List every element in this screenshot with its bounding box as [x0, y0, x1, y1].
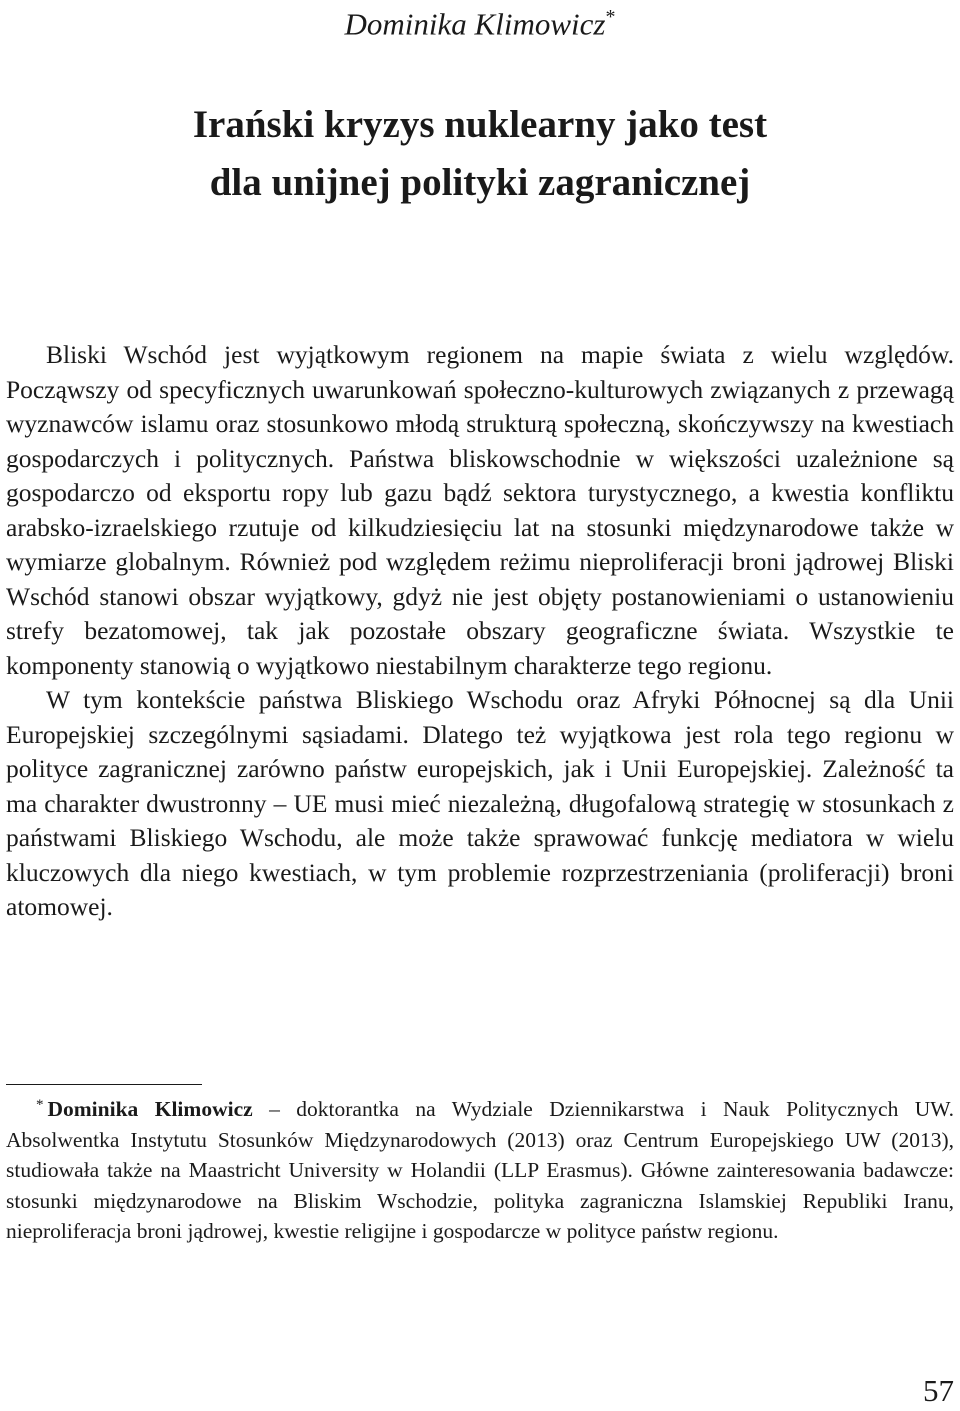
footnote-author-name: Dominika Klimowicz	[47, 1097, 253, 1121]
article-title-line-2: dla unijnej polityki zagranicznej	[209, 161, 751, 204]
article-title-line-1: Irański kryzys nuklearny jako test	[192, 103, 768, 146]
footnote-divider	[6, 1084, 202, 1085]
footnote-mark: *	[36, 1097, 44, 1113]
footnote-text: – doktorantka na Wydziale Dziennikarstwa i Nauk Politycznych UW. Absolwentka Instytutu Stosunków Międzynarodowych (2013) oraz Centrum Europejskiego UW (2013), studiowała także na Maastricht University w Holandii (LLP Erasmus). Główne zainteresowania badawcze: stosunki międzynarodowe na Bliskim Wschodzie, polityka zagraniczna Islamskiej Republiki Iranu, nieproliferacja broni jądrowej, kwestie religijne i gospodarcze w polityce państw regionu.	[6, 1097, 954, 1243]
article-title	[0, 96, 960, 212]
author-name-text: Dominika Klimowicz	[344, 6, 606, 42]
paragraph-1: Bliski Wschód jest wyjątkowym regionem na mapie świata z wielu względów. Począwszy od specyficznych uwarunkowań społeczno-kulturowych związanych z przewagą wyznawców islamu oraz stosunkowo młodą strukturą społeczną, skończywszy na kwestiach gospodarczych i politycznych. Państwa bliskowschodnie w większości uzależnione są gospodarczo od eksportu ropy lub gazu bądź sektora turystycznego, a kwestia konfliktu arabsko-izraelskiego rzutuje od kilkudziesięciu lat na stosunki międzynarodowe także w wymiarze globalnym. Również pod względem reżimu nieproliferacji broni jądrowej Bliski Wschód stanowi obszar wyjątkowy, gdyż nie jest objęty postanowieniami o ustanowieniu strefy bezatomowej, tak jak pozostałe obszary geograficzne świata. Wszystkie te komponenty stanowią o wyjątkowo niestabilnym charakterze tego regionu.	[6, 340, 954, 680]
footnote-paragraph	[6, 1090, 954, 1247]
article-body	[6, 338, 954, 925]
paragraph-2: W tym kontekście państwa Bliskiego Wschodu oraz Afryki Północnej są dla Unii Europejskiej szczególnymi sąsiadami. Dlatego też wyjątkowa jest rola tego regionu w polityce zagranicznej zarówno państw europejskich, jak i Unii Europejskiej. Zależność ta ma charakter dwustronny – UE musi mieć niezależną, długofalową strategię w stosunkach z państwami Bliskiego Wschodu, ale może także sprawować funkcję mediatora w wielu kluczowych dla niego kwestiach, w tym problemie rozprzestrzeniania (proliferacji) broni atomowej.	[6, 685, 954, 921]
author-footnote-mark: *	[605, 6, 616, 28]
author-name	[0, 0, 960, 41]
page-number: 57	[923, 1373, 954, 1408]
author-footnote	[6, 1090, 954, 1247]
